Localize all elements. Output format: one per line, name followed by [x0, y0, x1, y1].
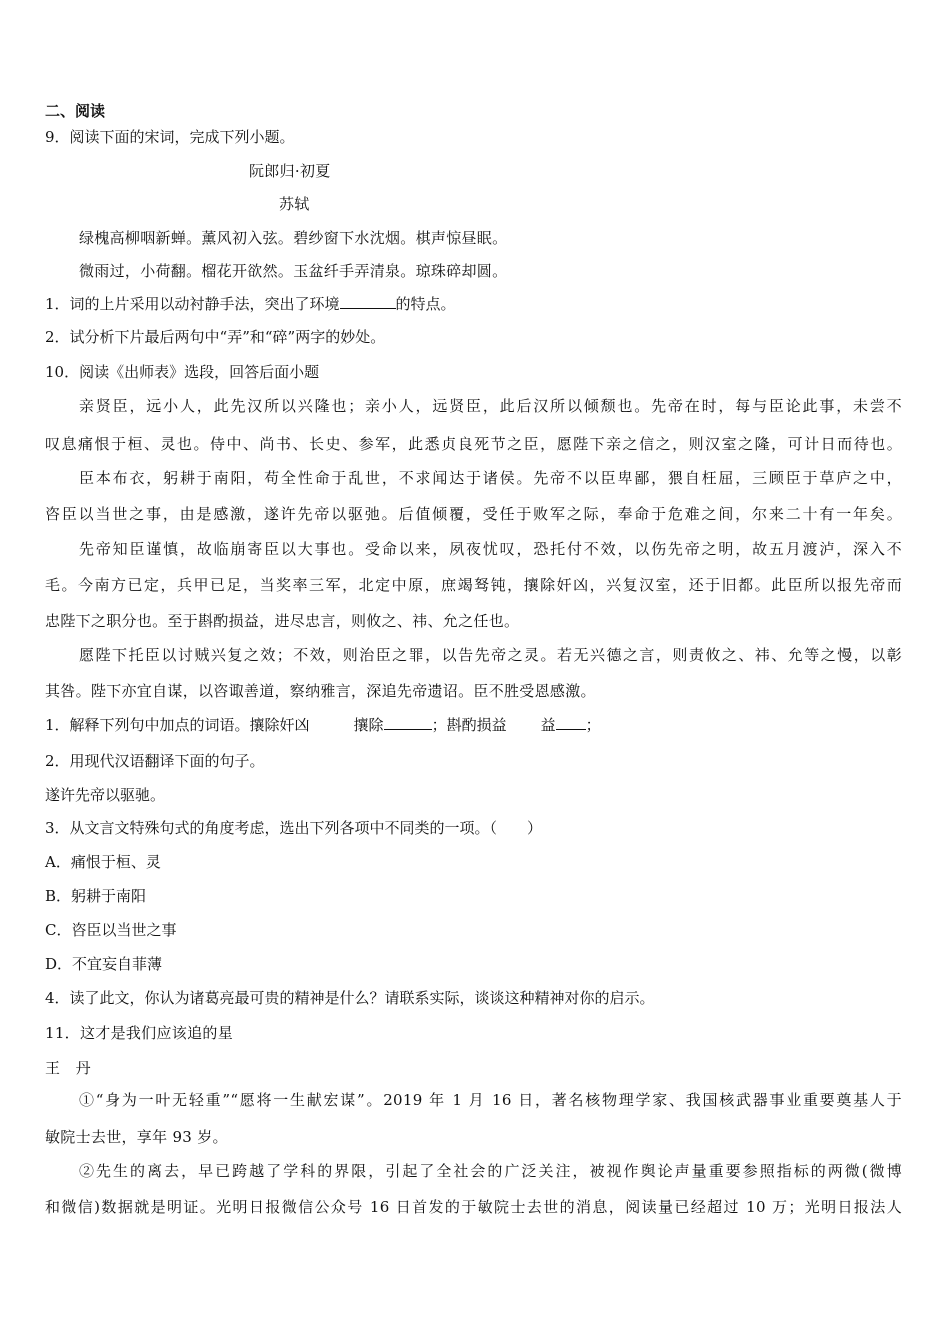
- q9-sub1: [45, 294, 456, 314]
- q9-sub1-text-after: 的特点。: [395, 295, 456, 313]
- q10-sub1-term-3: 益: [540, 716, 556, 734]
- q10-sub4: 4．读了此文，你认为诸葛亮最可贵的精神是什么？请联系实际，谈谈这种精神对你的启示。: [45, 989, 655, 1007]
- q11-passage-p1-line2: 敏院士去世，享年 93 岁。: [45, 1128, 228, 1146]
- q10-sub1-end: ；: [585, 716, 601, 734]
- q10-prompt: 10．阅读《出师表》选段，回答后面小题: [45, 363, 320, 381]
- q10-sub1-text: 1．解释下列句中加点的词语。攘除奸凶: [45, 716, 310, 734]
- q11-author: 王 丹: [45, 1059, 91, 1077]
- q10-passage-p1-line1: 亲贤臣，远小人，此先汉所以兴隆也；亲小人，远贤臣，此后汉所以倾颓也。先帝在时，每与臣论此事，未尝不: [79, 397, 902, 415]
- q10-passage-p3-line3: 忠陛下之职分也。至于斟酌损益，进尽忠言，则攸之、祎、允之任也。: [45, 612, 520, 630]
- q11-passage-p2-line2: 和微信)数据就是明证。光明日报微信公众号 16 日首发的于敏院士去世的消息，阅读量已经超过 10 万；光明日报法人: [45, 1198, 902, 1216]
- section-heading: 二、阅读: [45, 102, 106, 120]
- poem-line-1: 绿槐高柳咽新蝉。薰风初入弦。碧纱窗下水沈烟。棋声惊昼眠。: [79, 229, 508, 247]
- q10-passage-p3-line1: 先帝知臣谨慎，故临崩寄臣以大事也。受命以来，夙夜忧叹，恐托付不效，以伤先帝之明，故五月渡泸，深入不: [79, 540, 902, 558]
- poem-author: 苏轼: [279, 195, 310, 213]
- q9-sub1-answer-blank[interactable]: [340, 294, 396, 309]
- q11-title: 11．这才是我们应该追的星: [45, 1024, 233, 1042]
- poem-line-2: 微雨过，小荷翻。榴花开欲然。玉盆纤手弄清泉。琼珠碎却圆。: [79, 262, 508, 280]
- q10-sub1-blank-2[interactable]: [556, 715, 586, 730]
- q11-passage-p1-line1: ①“身为一叶无轻重”“愿将一生献宏谋”。2019 年 1 月 16 日，著名核物理学家、我国核武器事业重要奠基人于: [79, 1091, 902, 1109]
- q11-passage-p2-line1: ②先生的离去，早已跨越了学科的界限，引起了全社会的广泛关注，被视作舆论声量重要参照指标的两微(微博: [79, 1162, 902, 1180]
- q10-sub2: 2．用现代汉语翻译下面的句子。: [45, 752, 265, 770]
- q10-passage-p2-line1: 臣本布衣，躬耕于南阳，苟全性命于乱世，不求闻达于诸侯。先帝不以臣卑鄙，猥自枉屈，三顾臣于草庐之中，: [79, 469, 902, 487]
- q10-passage-p4-line1: 愿陛下托臣以讨贼兴复之效；不效，则治臣之罪，以告先帝之灵。若无兴德之言，则责攸之、祎、允等之慢，以彰: [79, 646, 902, 664]
- q9-sub2: 2．试分析下片最后两句中“弄”和“碎”两字的妙处。: [45, 328, 386, 346]
- q10-sub2-sentence: 遂许先帝以驱驰。: [45, 786, 166, 804]
- q9-prompt: 9．阅读下面的宋词，完成下列小题。: [45, 128, 295, 146]
- q10-sub3: 3．从文言文特殊句式的角度考虑，选出下列各项中不同类的一项。（ ）: [45, 819, 543, 837]
- q10-passage-p1-line2: 叹息痛恨于桓、灵也。侍中、尚书、长史、参军，此悉贞良死节之臣，愿陛下亲之信之，则汉室之隆，可计日而待也。: [45, 435, 902, 453]
- q10-option-b: B．躬耕于南阳: [45, 887, 147, 905]
- q10-option-c: C．咨臣以当世之事: [45, 921, 177, 939]
- q10-option-d: D．不宜妄自菲薄: [45, 955, 163, 973]
- q9-sub1-text-before: 1．词的上片采用以动衬静手法，突出了环境: [45, 295, 340, 313]
- q10-sub1-term-1: 攘除: [353, 716, 384, 734]
- poem-title: 阮郎归·初夏: [249, 162, 331, 180]
- q10-sub1-term-2: ；斟酌损益: [431, 716, 507, 734]
- q10-option-a: A．痛恨于桓、灵: [45, 853, 161, 871]
- q10-sub1: [45, 715, 601, 735]
- q10-passage-p2-line2: 咨臣以当世之事，由是感激，遂许先帝以驱弛。后值倾覆，受任于败军之际，奉命于危难之间，尔来二十有一年矣。: [45, 505, 902, 523]
- q10-passage-p3-line2: 毛。今南方已定，兵甲已足，当奖率三军，北定中原，庶竭驽钝，攘除奸凶，兴复汉室，还于旧都。此臣所以报先帝而: [45, 576, 902, 594]
- q10-passage-p4-line2: 其咎。陛下亦宜自谋，以咨诹善道，察纳雅言，深追先帝遗诏。臣不胜受恩感激。: [45, 682, 596, 700]
- q10-sub1-blank-1[interactable]: [384, 715, 432, 730]
